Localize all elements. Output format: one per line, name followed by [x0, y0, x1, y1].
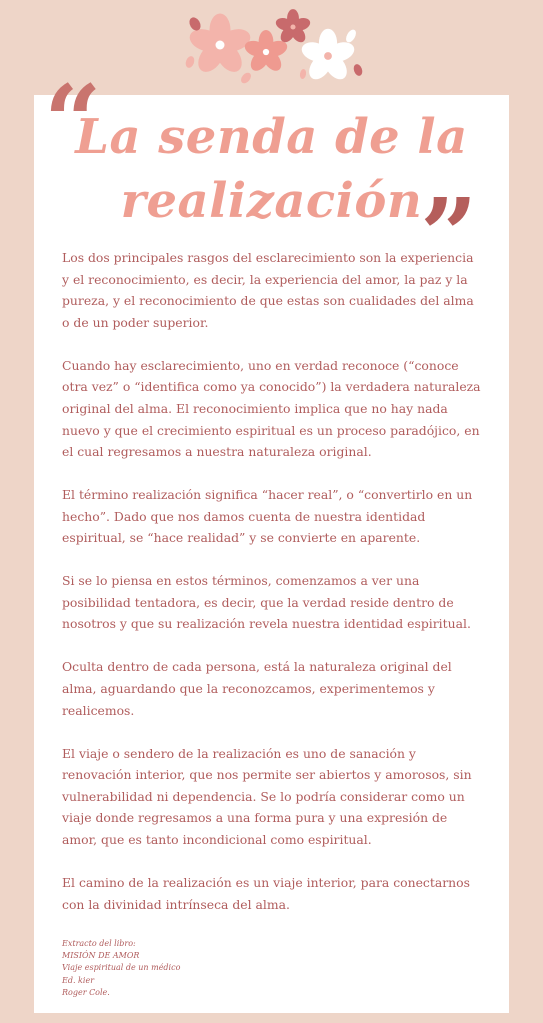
petal-icon: [344, 28, 358, 44]
paragraph: Oculta dentro de cada persona, está la naturaleza original del alma, aguardando que la reconozcamos, experimentemos y realicemos.: [62, 659, 452, 718]
paragraph: Cuando hay esclarecimiento, uno en verdad reconoce (“conoce otra vez” o “identifica como ya conocido”) la verdadera naturaleza original del alma. El reconocimiento implica que no hay nada nuevo y que el crecimiento espiritual es un proceso paradójico, en el cual regresamos a nuestra naturaleza original.: [62, 357, 481, 460]
petal-icon: [352, 63, 364, 77]
credits-book-title: MISIÓN DE AMOR: [62, 951, 140, 961]
open-quote-icon: “: [44, 63, 102, 181]
close-quote-icon: ”: [420, 176, 478, 294]
petal-icon: [184, 55, 196, 69]
credits-intro: Extracto del libro:: [62, 939, 136, 948]
petal-icon: [299, 69, 307, 80]
cherry-blossom-icon: [274, 9, 312, 45]
title-line-2: realización: [120, 173, 423, 229]
page-title: [34, 105, 509, 233]
book-credits: [62, 938, 362, 999]
paragraph: Si se lo piensa en estos términos, comenzamos a ver una posibilidad tentadora, es decir, que la verdad reside dentro de nosotros y que su realización revela nuestra identidad espiritual.: [62, 573, 471, 632]
paragraph: El término realización significa “hacer real”, o “convertirlo en un hecho”. Dado que nos damos cuenta de nuestra identidad espiritual, se “hace realidad” y se convierte en aparente.: [62, 487, 473, 546]
paragraph: Los dos principales rasgos del esclarecimiento son la experiencia y el reconocimiento, es decir, la experiencia del amor, la paz y la pureza, y el reconocimiento de que estas son cualidades del alma o de un poder superior.: [62, 250, 474, 330]
paragraph: El viaje o sendero de la realización es uno de sanación y renovación interior, que nos permite ser abiertos y amorosos, sin vulnerabilidad ni dependencia. Se lo podría considerar como un viaje donde regresamos a una forma pura y una expresión de amor, que es tanto incondicional como espiritual.: [62, 745, 472, 848]
credits-author: Roger Cole.: [62, 987, 110, 997]
credits-publisher: Ed. kier: [62, 975, 95, 985]
paragraph: El camino de la realización es un viaje interior, para conectarnos con la divinidad intrínseca del alma.: [62, 875, 470, 912]
credits-subtitle: Viaje espiritual de un médico: [62, 963, 181, 973]
petal-icon: [239, 71, 253, 85]
article-body: [62, 247, 484, 937]
title-line-1: La senda de la: [75, 109, 468, 165]
